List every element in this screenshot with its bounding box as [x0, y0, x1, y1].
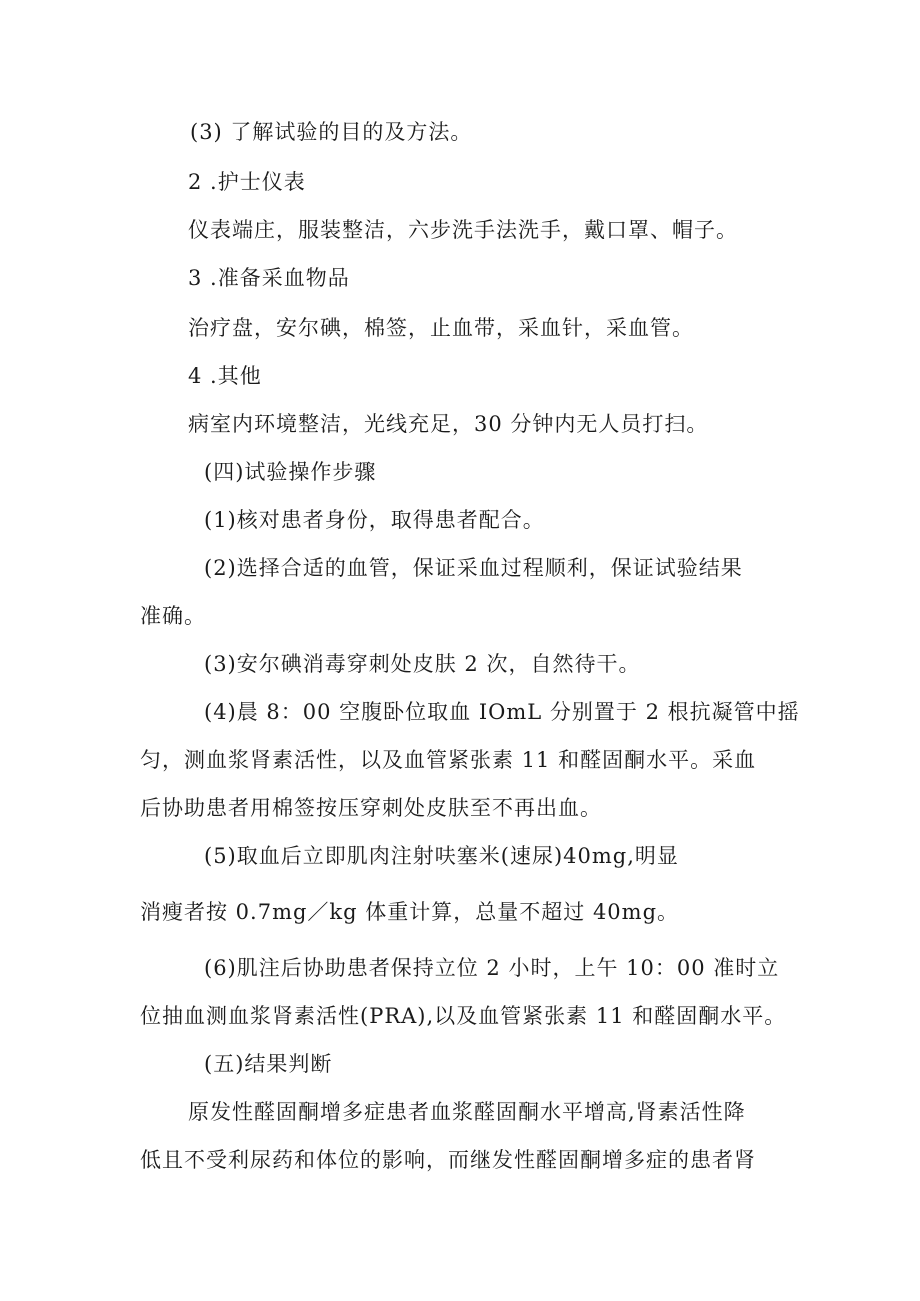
text-line-step-6-cont: 位抽血测血浆肾素活性(PRA),以及血管紧张素 11 和醛固酮水平。 — [140, 1004, 787, 1028]
text-line-result-2: 低且不受利尿药和体位的影响，而继发性醛固酮增多症的患者肾 — [140, 1148, 756, 1172]
text-line-step-4: (4)晨 8：00 空腹卧位取血 IOmL 分别置于 2 根抗凝管中摇 — [204, 700, 800, 724]
text-line-other: 病室内环境整洁，光线充足，30 分钟内无人员打扫。 — [188, 412, 709, 436]
text-line-step-1: (1)核对患者身份，取得患者配合。 — [204, 508, 545, 532]
text-line-nurse-appearance: 仪表端庄，服装整洁，六步洗手法洗手，戴口罩、帽子。 — [188, 218, 738, 242]
text-line-prepare-item-3: (3) 了解试验的目的及方法。 — [190, 120, 473, 144]
text-line-step-6: (6)肌注后协助患者保持立位 2 小时，上午 10：00 准时立 — [204, 956, 780, 980]
heading-blood-supplies: 3 .准备采血物品 — [188, 266, 350, 290]
text-line-step-3: (3)安尔碘消毒穿刺处皮肤 2 次，自然待干。 — [204, 652, 641, 676]
heading-nurse-appearance: 2 .护士仪表 — [188, 170, 306, 194]
text-line-step-5-cont: 消瘦者按 0.7mg／kg 体重计算，总量不超过 40mg。 — [140, 900, 680, 924]
text-line-step-2-cont: 准确。 — [140, 604, 206, 628]
section-heading-result: (五)结果判断 — [204, 1052, 333, 1076]
heading-other: 4 .其他 — [188, 364, 262, 388]
text-line-step-4-cont-1: 匀，测血浆肾素活性，以及血管紧张素 11 和醛固酮水平。采血 — [140, 748, 757, 772]
text-line-step-4-cont-2: 后协助患者用棉签按压穿刺处皮肤至不再出血。 — [140, 796, 602, 820]
section-heading-procedure: (四)试验操作步骤 — [204, 460, 377, 484]
text-line-result-1: 原发性醛固酮增多症患者血浆醛固酮水平增高,肾素活性降 — [188, 1100, 746, 1124]
text-line-blood-supplies: 治疗盘，安尔碘，棉签，止血带，采血针，采血管。 — [188, 316, 694, 340]
text-line-step-2: (2)选择合适的血管，保证采血过程顺利，保证试验结果 — [204, 556, 743, 580]
text-line-step-5: (5)取血后立即肌肉注射呋塞米(速尿)40mg,明显 — [204, 844, 679, 868]
